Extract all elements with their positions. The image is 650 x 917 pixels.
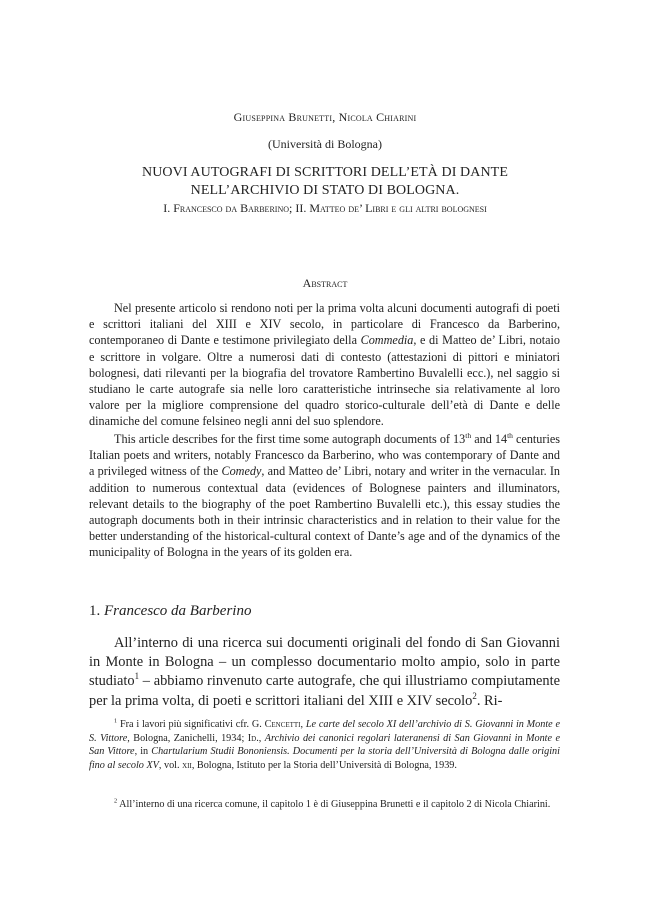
body-text-a: All’interno di una ricerca sui documenti originali del fondo di San Giovanni in Monte in Bologna – un complesso documentario molto ampio, solo in parte studiato <box>89 635 560 690</box>
abstract-english-text-b: and 14 <box>471 432 508 446</box>
footnote-1-number: 1 <box>114 717 118 725</box>
footnote-1-title: Chartularium Studii Bononiensis. Documenti per la storia dell’Università di Bologna dalle origini fino al secolo XV <box>89 746 560 771</box>
footnote-1-author: Id. <box>247 732 259 744</box>
abstract-english-sup-1: th <box>465 430 472 440</box>
article-title-line-1: NUOVI AUTOGRAFI DI SCRITTORI DELL’ETÀ DI DANTE <box>142 165 508 180</box>
abstract-english-text-a: This article describes for the first time some autograph documents of 13 <box>114 432 466 446</box>
abstract-italian <box>89 300 560 430</box>
abstract-italian-emphasis: Commedia <box>360 333 414 348</box>
footnote-1-title: Archivio dei canonici regolari lateranensi di San Giovanni in Monte e San Vittore <box>89 732 561 758</box>
section-title: Francesco da Barberino <box>104 603 252 619</box>
footnote-2-text: All’interno di una ricerca comune, il capitolo 1 è di Giuseppina Brunetti e il capitolo 2 di Nicola Chiarini. <box>117 799 551 810</box>
footnote-1-text: Fra i lavori più significativi cfr. G. <box>117 719 265 730</box>
abstract-heading: Abstract <box>302 276 348 290</box>
footnote-1-volume: xii <box>182 759 192 771</box>
footnote-1-author: Cencetti <box>264 719 301 730</box>
footnote-1 <box>89 718 560 772</box>
abstract-italian-text-rest: , e di Matteo de’ Libri, notaio e scrittore in volgare. Oltre a numerosi dati di contesto (attestazioni di pittori e miniatori bolognesi, dati rilevanti per la biografia del trovatore Rambertino Buvalelli ecc.), nel saggio si studiano le carte autografe sia nelle loro caratteristiche intrinseche sia relativamente al loro valore per la migliore comprensione del quadro storico-culturale dell’età di Dante e delle dinamiche del comune felsineo negli anni del suo splendore. <box>89 333 560 429</box>
abstract-english-sup-2: th <box>507 430 513 440</box>
author-affiliation: (Università di Bologna) <box>268 137 382 151</box>
abstract-english-emphasis: Comedy <box>221 464 262 479</box>
body-text-c: . Ri- <box>476 692 503 709</box>
footnote-2-number: 2 <box>114 797 118 805</box>
footnote-1-title: Le carte del secolo XI dell’archivio di S. Giovanni in Monte e S. Vittore <box>89 719 560 744</box>
section-number: 1. <box>89 603 101 619</box>
section-heading <box>89 603 251 620</box>
body-text-b: – abbiamo rinvenuto carte autografe, che qui illustriamo compiutamente per la prima volta, di poeti e scrittori italiani del XIII e XIV secolo <box>89 673 560 709</box>
abstract-english-text-d: , and Matteo de’ Libri, notary and writer in the vernacular. In addition to numerous contextual data (evidences of Bolognese painters and illuminators, relevant details to the biography of the poet Rambertino Buvalelli etc.), this essay studies the autograph documents both in their intrinsic characteristics and in relation to their value for the better understanding of the historical-cultural context of Dante’s age and of the dynamics of the municipality of Bologna in the years of its golden era. <box>89 464 560 560</box>
article-authors: Giuseppina Brunetti, Nicola Chiarini <box>233 110 417 124</box>
footnote-ref-2[interactable]: 2 <box>472 690 477 701</box>
article-title-line-2: NELL’ARCHIVIO DI STATO DI BOLOGNA. <box>190 183 460 198</box>
abstract-italian-text: Nel presente articolo si rendono noti per la prima volta alcuni documenti autografi di poeti e scrittori italiani del XIII e XIV secolo, in particolare di Francesco da Barberino, contemporaneo di Dante e testimone privilegiato della <box>89 301 560 348</box>
footnote-2 <box>89 798 560 812</box>
abstract-english-text-c: centuries Italian poets and writers, notably Francesco da Barberino, who was contemporary of Dante and a privileged witness of the <box>89 432 560 479</box>
footnote-1-text: , Bologna, Istituto per la Storia dell’Università di Bologna, 1939. <box>191 759 457 771</box>
footnote-ref-1[interactable]: 1 <box>134 671 140 682</box>
footnote-1-text: , <box>258 732 265 744</box>
footnote-1-text: , vol. <box>158 759 183 771</box>
footnote-1-text: , <box>300 719 306 730</box>
footnote-1-text: , Bologna, Zanichelli, 1934; <box>127 732 248 744</box>
article-subtitle: I. Francesco da Barberino; II. Matteo de’ Libri e gli altri bolognesi <box>163 201 487 215</box>
abstract-english <box>89 431 560 561</box>
footnote-1-text: , in <box>134 746 152 758</box>
section-body-paragraph <box>89 634 560 711</box>
